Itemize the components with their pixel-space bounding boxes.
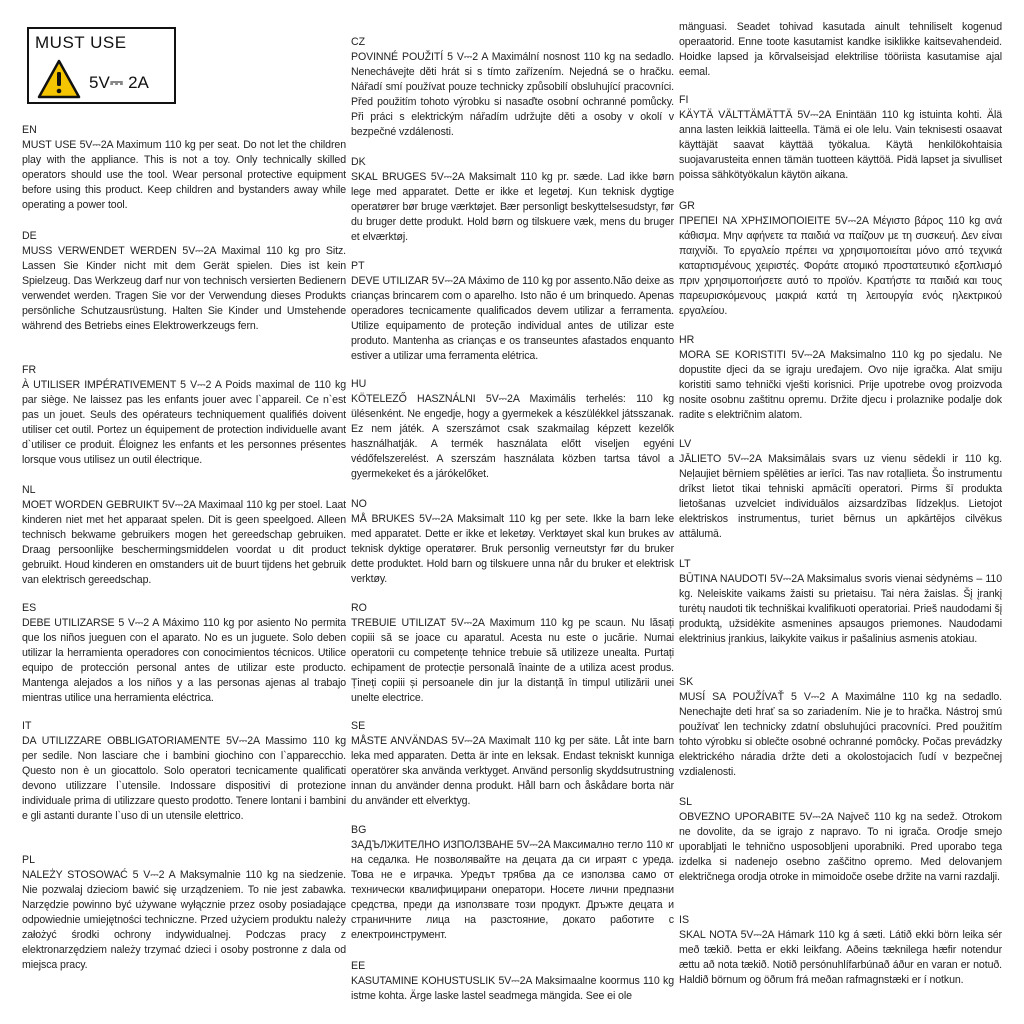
language-code: DE	[22, 230, 37, 242]
section-en	[22, 123, 346, 213]
language-code: DK	[351, 156, 366, 168]
language-code: SK	[679, 676, 694, 688]
language-code: FR	[22, 364, 37, 376]
section-pl	[22, 853, 346, 973]
section-text: TREBUIE UTILIZAT 5V⎓2A Maximum 110 kg pe scaun. Nu lăsați copiii să se joace cu aparatul. Acesta nu este o jucărie. Numai operatorii cu competențe tehnice trebuie să utilizeze unealta. Purtați echipament de protecție personală înainte de a utiliza acest produs. Țineți copiii și persoanele din jur la distanță în timpul utilizării unei unelte electrice.	[351, 617, 674, 704]
section-text: MOET WORDEN GEBRUIKT 5V⎓2A Maximaal 110 kg per stoel. Laat kinderen niet met het apparaat spelen. Dit is geen speelgoed. Alleen technisch bekwame gebruikers mogen het gereedschap gebruiken. Draag persoonlijke beschermingsmiddelen voordat u dit product gebruikt. Houd kinderen en omstanders uit de buurt tijdens het gebruik van elektrisch gereedschap.	[22, 499, 346, 586]
section-text: DEBE UTILIZARSE 5 V⎓2 A Máximo 110 kg por asiento No permita que los niños jueguen con el aparato. No es un juguete. Solo deben utilizar la herramienta operadores con conocimientos técnicos. Utilice equipo de protección personal antes de utilizar este producto. Mantenga alejados a los niños y a las personas ajenas al trabajo mientras utilice una herramienta eléctrica.	[22, 617, 346, 704]
warning-title: MUST USE	[35, 33, 127, 52]
section-hr	[679, 333, 1002, 423]
language-code: NO	[351, 498, 367, 510]
language-code: ES	[22, 602, 37, 614]
section-nl	[22, 483, 346, 588]
section-text: POVINNÉ POUŽITÍ 5 V⎓2 A Maximální nosnost 110 kg na sedadlo. Nenechávejte děti hrát si s tímto zařízením. Nejedná se o hračku. Nářadí smí používat pouze technicky způsobilí obsluhující pracovníci. Před použitím tohoto výrobku si nasaďte osobní ochranné pomůcky. Při práci s elektrickým nářadím udržujte děti a osoby v okolí v bezpečné vzdálenosti.	[351, 51, 674, 138]
section-lt	[679, 557, 1002, 647]
section-gr	[679, 199, 1002, 319]
section-no	[351, 497, 674, 587]
section-is	[679, 913, 1002, 988]
section-text: DA UTILIZZARE OBBLIGATORIAMENTE 5V⎓2A Massimo 110 kg per sedile. Non lasciare che i bambini giochino con l`apparecchio. Questo non è un giocattolo. Solo operatori tecnicamente qualificati devono utilizzare l`utensile. Indossare dispositivi di protezione individuale prima di utilizzare questo prodotto. Tenere lontani i bambini e gli astanti durante l`uso di un utensile elettrico.	[22, 735, 346, 822]
language-code: GR	[679, 200, 695, 212]
section-ro	[351, 601, 674, 706]
section-text: SKAL NOTA 5V⎓2A Hámark 110 kg á sæti. Látið ekki börn leika sér með tækið. Þetta er ekki leikfang. Aðeins tæknilega hæfir notendur ættu að nota tækið. Notið persónuhlífarbúnað áður en varan er notuð. Haldið börnum og öðrum frá meðan rafmagnstæki er í notkun.	[679, 929, 1002, 986]
section-text: DEVE UTILIZAR 5V⎓2A Máximo de 110 kg por assento.Não deixe as crianças brincarem com o aparelho. Isto não é um brinquedo. Apenas operadores tecnicamente qualificados devem utilizar a ferramenta. Utilize equipamento de proteção individual antes de utilizar este produto. Mantenha as crianças e os transeuntes afastados enquanto estiver a utilizar uma ferramenta elétrica.	[351, 275, 674, 362]
language-code: IT	[22, 720, 32, 732]
section-text: MORA SE KORISTITI 5V⎓2A Maksimalno 110 kg po sjedalu. Ne dopustite djeci da se igraju uređajem. Ovo nije igračka. Alat smiju koristiti samo tehnički vješti korisnici. Prije upotrebe ovog proizvoda nosite osobnu zaštitnu opremu. Držite djecu i prolaznike podalje dok radite s električnim alatom.	[679, 349, 1002, 421]
section-sl	[679, 795, 1002, 885]
language-code: CZ	[351, 36, 366, 48]
section-dk	[351, 155, 674, 245]
language-code: EE	[351, 960, 366, 972]
section-text: ЗАДЪЛЖИТЕЛНО ИЗПОЛЗВАНЕ 5V⎓2A Максимално тегло 110 кг на седалка. Не позволявайте на децата да си играят с уреда. Това не е играчка. Уредът трябва да се използва само от технически квалифицирани оператори. Носете лични предпазни средства, преди да използвате този продукт. Дръжте децата и страничните лица на разстояние, докато работите с електроинструмент.	[351, 839, 674, 941]
language-code: SL	[679, 796, 692, 808]
section-text: SKAL BRUGES 5V⎓2A Maksimalt 110 kg pr. sæde. Lad ikke børn lege med apparatet. Dette er ikke et legetøj. Kun teknisk dygtige operatører bør bruge værktøjet. Bær personligt beskyttelsesudstyr, før du bruger dette produkt. Hold børn og tilskuere væk, mens du bruger et elværktøj.	[351, 171, 674, 243]
language-code: PT	[351, 260, 365, 272]
section-text: MÅSTE ANVÄNDAS 5V⎓2A Maximalt 110 kg per säte. Låt inte barn leka med apparaten. Detta är inte en leksak. Endast tekniskt kunniga operatörer ska använda verktyget. Använd personlig skyddsutrustning innan du använder denna produkt. Håll barn och åskådare borta när du använder ett elverktyg.	[351, 735, 674, 807]
section-se	[351, 719, 674, 809]
section-text: MUST USE 5V⎓2A Maximum 110 kg per seat. Do not let the children play with the appliance. This is not a toy. Only technically skilled operators should use the tool. Wear personal protective equipment before using this product. Keep children and bystanders away while operating a power tool.	[22, 139, 346, 211]
section-hu	[351, 377, 674, 482]
section-es	[22, 601, 346, 706]
section-ee-continued	[679, 20, 1002, 80]
section-text: BŪTINA NAUDOTI 5V⎓2A Maksimalus svoris vienai sėdynėms – 110 kg. Neleiskite vaikams žaisti su prietaisu. Tai nėra žaislas. Šį įrankį turėtų naudoti tik techniškai kvalifikuoti operatoriai. Prieš naudodami šį produktą, užsidėkite asmenines apsaugos priemones. Naudodami elektrinius įrankius, laikykite vaikus ir pašalinius asmenis atokiau.	[679, 573, 1002, 645]
power-rating: 5V⎓ 2A	[89, 73, 149, 92]
language-code: HU	[351, 378, 367, 390]
section-text: KÄYTÄ VÄLTTÄMÄTTÄ 5V⎓2A Enintään 110 kg istuinta kohti. Älä anna lasten leikkiä laitteella. Tämä ei ole lelu. Vain teknisesti osaavat käyttäjät saavat käyttää työkalua. Käytä henkilökohtaisia suojavarusteita ennen tämän tuotteen käyttöä. Pidä lapset ja sivulliset poissa sähkötyökalun käytön aikana.	[679, 109, 1002, 181]
section-text: KASUTAMINE KOHUSTUSLIK 5V⎓2A Maksimaalne koormus 110 kg istme kohta. Ärge laske lastel seadmega mängida. See ei ole	[351, 975, 674, 1002]
language-code: NL	[22, 484, 36, 496]
warning-triangle-icon	[37, 59, 81, 99]
section-cz	[351, 35, 674, 140]
language-code: SE	[351, 720, 366, 732]
section-de	[22, 229, 346, 334]
section-text: MUSS VERWENDET WERDEN 5V⎓2A Maximal 110 kg pro Sitz. Lassen Sie Kinder nicht mit dem Gerät spielen. Dies ist kein Spielzeug. Das Werkzeug darf nur von technisch versierten Bedienern verwendet werden. Tragen Sie vor der Verwendung dieses Produkts persönliche Schutzausrüstung. Halten Sie Kinder und Umstehende während des Betriebs eines Elektrowerkzeugs fern.	[22, 245, 346, 332]
section-text: OBVEZNO UPORABITE 5V⎓2A Največ 110 kg na sedež. Otrokom ne dovolite, da se igrajo z napravo. To ni igrača. Orodje smejo uporabljati le tehnično usposobljeni uporabniki. Pred uporabo tega izdelka si nadenejo osebno zaščitno opremo. Med delovanjem električnega orodja otroke in mimoidoče osebe držite na varni razdalji.	[679, 811, 1002, 883]
section-sk	[679, 675, 1002, 780]
section-text: MÅ BRUKES 5V⎓2A Maksimalt 110 kg per sete. Ikke la barn leke med apparatet. Dette er ikke et leketøy. Verktøyet skal kun brukes av teknisk dyktige operatører. Bruk personlig verneutstyr før du bruker dette produktet. Hold barn og tilskuere unna når du bruker et elektrisk verktøy.	[351, 513, 674, 585]
section-fr	[22, 363, 346, 468]
language-code: FI	[679, 94, 689, 106]
section-bg	[351, 823, 674, 943]
section-text: mänguasi. Seadet tohivad kasutada ainult tehniliselt kogenud operaatorid. Enne toote kasutamist kandke isiklikke kaitsevahendeid. Hoidke lapsed ja kõrvalseisjad elektrilise tööriista kasutamise ajal eemal.	[679, 21, 1002, 78]
section-text: NALEŻY STOSOWAĆ 5 V⎓2 A Maksymalnie 110 kg na siedzenie. Nie pozwalaj dzieciom bawić się urządzeniem. To nie jest zabawka. Narzędzie powinno być używane wyłącznie przez osoby posiadające odpowiednie umiejętności techniczne. Przed użyciem produktu należy założyć środki ochrony indywidualnej. Podczas pracy z elektronarzędziem należy trzymać dzieci i osoby postronne z dala od miejsca pracy.	[22, 869, 346, 971]
language-code: HR	[679, 334, 695, 346]
section-pt	[351, 259, 674, 364]
must-use-warning-box	[27, 27, 176, 104]
section-it	[22, 719, 346, 824]
language-code: LV	[679, 438, 692, 450]
language-code: RO	[351, 602, 367, 614]
language-code: PL	[22, 854, 35, 866]
section-lv	[679, 437, 1002, 542]
section-text: ΠΡΕΠΕΙ ΝΑ ΧΡΗΣΙΜΟΠΟΙΕΙΤΕ 5V⎓2A Μέγιστο βάρος 110 kg ανά κάθισμα. Μην αφήνετε τα παιδιά να παίζουν με τη συσκευή. Δεν είναι παιχνίδι. Το εργαλείο πρέπει να χρησιμοποιείται μόνο από τεχνικά καταρτισμένους χειριστές. Φοράτε ατομικό προστατευτικό εξοπλισμό πριν χρησιμοποιήσετε αυτό το προϊόν. Κρατήστε τα παιδιά και τους παρευρισκόμενους μακριά κατά τη λειτουργία ενός ηλεκτρικού εργαλείου.	[679, 215, 1002, 317]
section-text: À UTILISER IMPÉRATIVEMENT 5 V⎓2 A Poids maximal de 110 kg par siège. Ne laissez pas les enfants jouer avec l`appareil. Ce n`est pas un jouet. Seuls des opérateurs techniquement qualifiés doivent utiliser cet outil. Portez un équipement de protection individuelle avant d`utiliser ce produit. Éloignez les enfants et les personnes présentes lorsque vous utilisez un outil électrique.	[22, 379, 346, 466]
language-code: EN	[22, 124, 37, 136]
section-fi	[679, 93, 1002, 183]
language-code: IS	[679, 914, 690, 926]
section-ee	[351, 959, 674, 1004]
section-text: JĀLIETO 5V⎓2A Maksimālais svars uz vienu sēdekli ir 110 kg. Neļaujiet bērniem spēlēties ar ierīci. Tas nav rotaļlieta. Šo instrumentu drīkst lietot tikai tehniski apmācīti operatori. Pirms šī produkta lietošanas uzvelciet individuālos aizsardzības līdzekļus. Lietojot elektriskos instrumentus, turiet bērnus un apkārtējos cilvēkus attālumā.	[679, 453, 1002, 540]
language-code: LT	[679, 558, 691, 570]
section-text: MUSÍ SA POUŽÍVAŤ 5 V⎓2 A Maximálne 110 kg na sedadlo. Nenechajte deti hrať sa so zariadením. Nie je to hračka. Nástroj smú používať len technicky zdatní obsluhujúci pracovníci. Pred použitím tohto výrobku si oblečte osobné ochranné pomôcky. Počas prevádzky elektrického náradia držte deti a okolostojacich ľudí v bezpečnej vzdialenosti.	[679, 691, 1002, 778]
language-code: BG	[351, 824, 367, 836]
section-text: KÖTELEZŐ HASZNÁLNI 5V⎓2A Maximális terhelés: 110 kg ülésenként. Ne engedje, hogy a gyermekek a készülékkel játsszanak. Ez nem játék. A szerszámot csak szakmailag képzett kezelők használhatják. A termék használata előtt viseljen egyéni védőfelszerelést. A szerszám használata közben tartsa távol a gyermekeket és a járókelőket.	[351, 393, 674, 480]
